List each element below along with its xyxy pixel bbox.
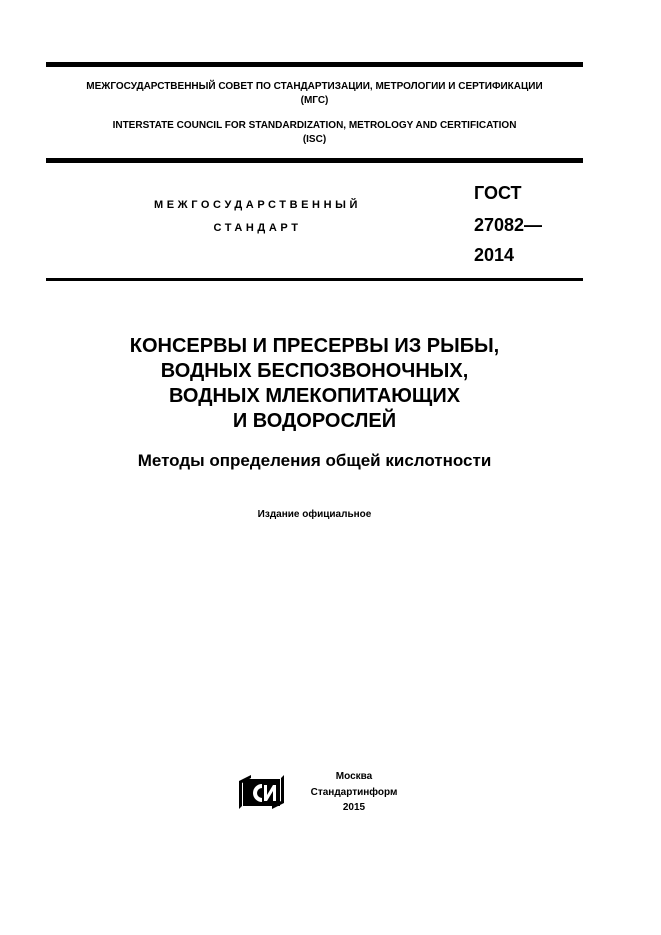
standard-type-line2: СТАНДАРТ [213,222,302,234]
document-title [46,334,583,434]
publisher-year: 2015 [342,802,366,813]
gost-label: ГОСТ [474,183,522,203]
publisher-city: Москва [335,771,373,782]
gost-number: 27082— [474,215,543,235]
council-abbr-ru: (МГС) [300,95,329,106]
standartinform-logo-icon [236,772,286,812]
document-title-line: КОНСЕРВЫ И ПРЕСЕРВЫ ИЗ РЫБЫ, [129,335,500,357]
bottom-rule [46,278,583,281]
document-title-line: ВОДНЫХ БЕСПОЗВОНОЧНЫХ, [160,360,469,382]
council-name-ru-text: МЕЖГОСУДАРСТВЕННЫЙ СОВЕТ ПО СТАНДАРТИЗАЦИИ, МЕТРОЛОГИИ И СЕРТИФИКАЦИИ [86,81,543,92]
top-rule [46,62,583,67]
standard-type-line1: МЕЖГОСУДАРСТВЕННЫЙ [153,199,362,211]
edition-note: Издание официальное [257,509,372,520]
middle-rule [46,158,583,163]
document-title-line: И ВОДОРОСЛЕЙ [232,410,397,432]
publisher-name: Стандартинформ [310,787,398,798]
council-name-en-text: INTERSTATE COUNCIL FOR STANDARDIZATION, METROLOGY AND CERTIFICATION [112,120,517,131]
gost-year: 2014 [474,245,515,265]
document-title-line: ВОДНЫХ МЛЕКОПИТАЮЩИХ [168,385,461,407]
council-name-en [46,119,583,147]
document-subtitle: Методы определения общей кислотности [137,451,492,470]
council-name-ru [46,80,583,108]
council-abbr-en: (ISC) [302,134,327,145]
